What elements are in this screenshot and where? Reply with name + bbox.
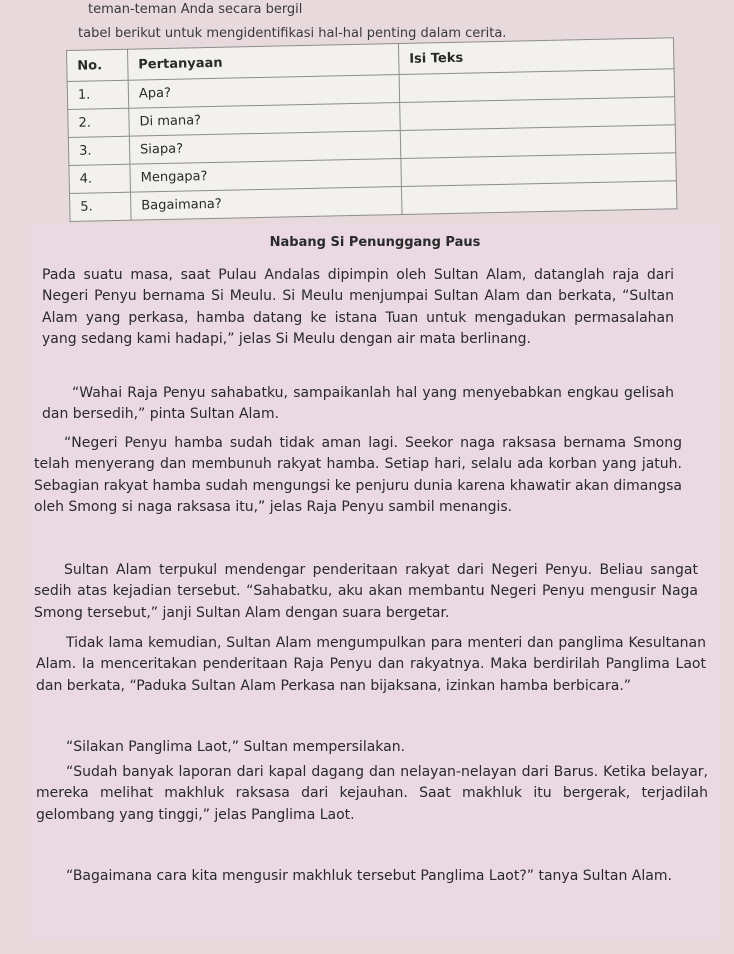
- row-number: 5.: [70, 192, 132, 221]
- story-paragraph: “Silakan Panglima Laot,” Sultan mempersilakan.: [66, 739, 406, 755]
- row-number: 2.: [68, 108, 130, 137]
- row-number: 3.: [68, 136, 130, 165]
- story-paragraph: “Sudah banyak laporan dari kapal dagang dan nelayan-nelayan dari Barus. Ketika belayar, mereka melihat makhluk raksasa dari kejauhan. Saat makhluk itu bergerak, terjadilah gelombang yang tinggi,” jelas Panglima Laot.: [36, 764, 708, 823]
- story-paragraph: “Wahai Raja Penyu sahabatku, sampaikanlah hal yang menyebabkan engkau gelisah dan bersedih,” pinta Sultan Alam.: [42, 385, 674, 423]
- row-question: Apa?: [128, 75, 400, 109]
- story-paragraph: Pada suatu masa, saat Pulau Andalas dipimpin oleh Sultan Alam, datanglah raja dari Negeri Penyu bernama Si Meulu. Si Meulu menjumpai Sultan Alam dan berkata, “Sultan Alam yang perkasa, hamba datang ke istana Tuan untuk mengadukan permasalahan yang sedang kami hadapi,” jelas Si Meulu dengan air mata berlinang.: [42, 267, 674, 347]
- story-title: Nabang Si Penunggang Paus: [269, 235, 481, 250]
- header-no: No.: [67, 49, 129, 81]
- story-paragraph: Sultan Alam terpukul mendengar penderitaan rakyat dari Negeri Penyu. Beliau sangat sedih atas kejadian tersebut. “Sahabatku, aku akan membantu Negeri Penyu mengusir Naga Smong tersebut,” janji Sultan Alam dengan suara bergetar.: [34, 562, 698, 621]
- header-question: Pertanyaan: [127, 44, 399, 81]
- row-number: 4.: [69, 164, 131, 193]
- row-question: Siapa?: [129, 131, 401, 165]
- story-box: [30, 225, 720, 939]
- row-question: Di mana?: [129, 103, 401, 137]
- row-number: 1.: [67, 80, 129, 109]
- intro-line-2: tabel berikut untuk mengidentifikasi hal-hal penting dalam cerita.: [78, 26, 507, 41]
- story-paragraph: “Negeri Penyu hamba sudah tidak aman lagi. Seekor naga raksasa bernama Smong telah menyerang dan membunuh rakyat hamba. Setiap hari, selalu ada korban yang jatuh. Sebagian rakyat hamba sudah mengungsi ke penjuru dunia karena khawatir akan dimangsa oleh Smong si naga raksasa itu,” jelas Raja Penyu sambil menangis.: [34, 435, 682, 515]
- intro-line-1: teman-teman Anda secara bergil: [88, 2, 303, 17]
- header-answer: Isi Teks: [398, 38, 674, 75]
- question-table: [66, 37, 677, 222]
- row-answer: [401, 181, 677, 215]
- story-paragraph: “Bagaimana cara kita mengusir makhluk tersebut Panglima Laot?” tanya Sultan Alam.: [66, 868, 672, 884]
- row-question: Mengapa?: [130, 159, 402, 193]
- story-paragraph: Tidak lama kemudian, Sultan Alam mengumpulkan para menteri dan panglima Kesultanan Alam. Ia menceritakan penderitaan Raja Penyu dan rakyatnya. Maka berdirilah Panglima Laot dan berkata, “Paduka Sultan Alam Perkasa nan bijaksana, izinkan hamba berbicara.”: [36, 635, 706, 694]
- row-question: Bagaimana?: [130, 187, 402, 221]
